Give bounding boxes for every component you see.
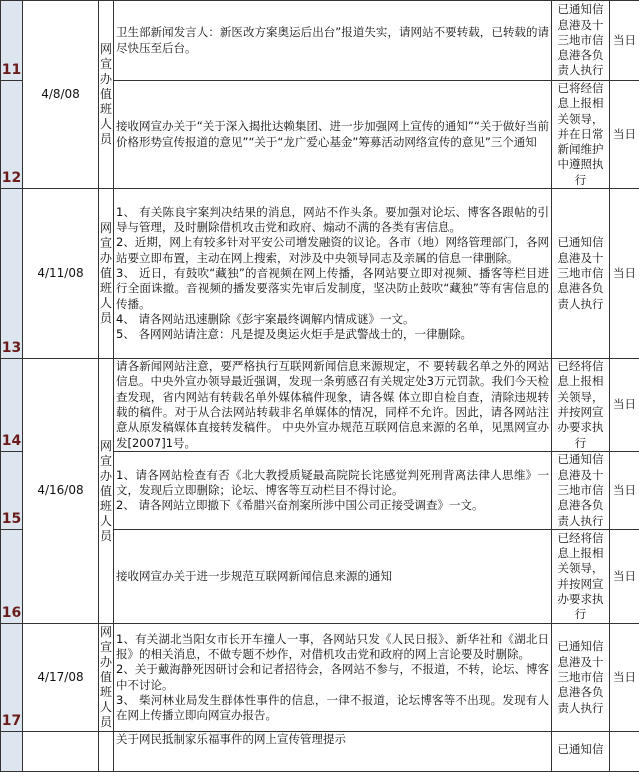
row-number: 12: [1, 81, 23, 189]
status-cell: [610, 732, 639, 772]
source-cell: 网宣办值班人员: [99, 189, 114, 359]
date-cell: 4/17/08: [23, 624, 99, 732]
content-cell: [114, 624, 552, 732]
action-cell: 已经将信息上报相关领导，并按网宣办要求执行: [552, 359, 610, 452]
content-line: 3、 柴河林业局发生群体性事件的信息，一律不报道，论坛博客等不出现。发现有人在网上传播立即向网宣办报告。: [116, 693, 549, 724]
content-line: 1、有关湖北当阳女市长开车撞人一事，各网站只发《人民日报》、新华社和《湖北日报》的相关消息，不做专题不炒作，对借机攻击党和政府的网上言论要及时删除。: [116, 632, 549, 663]
table-row: [1, 732, 639, 772]
action-cell: 已经将信息上报相关领导，并按网宣办要求执行: [552, 530, 610, 624]
source-cell: 网宣办值班人员: [99, 359, 114, 624]
content-line: 4、 请各网站迅速删除《彭宇案最终调解内情成谜》一文。: [116, 312, 549, 327]
content-line: 5、 各网网站请注意：凡是提及奥运火炬手是武警战士的，一律删除。: [116, 327, 549, 342]
row-number: 17: [1, 624, 23, 732]
status-cell: 当日: [610, 530, 639, 624]
action-cell: 已通知信: [552, 732, 610, 772]
action-cell: 已将经信息上报相关领导，并在日常新闻维护中遵照执行: [552, 81, 610, 189]
table-row: [1, 1, 639, 81]
source-cell: [99, 732, 114, 772]
content-line: 1、请各网站检查有否《北大教授质疑最高院院长诧感觉判死刑背离法律人思维》一文，发现后立即删除；论坛、博客等互动栏目不得讨论。: [116, 468, 549, 499]
date-cell: [23, 732, 99, 772]
status-cell: 当日: [610, 1, 639, 81]
date-cell: 4/8/08: [23, 1, 99, 189]
content-cell: [114, 189, 552, 359]
content-line: 关于网民抵制家乐福事件的网上宣传管理提示: [116, 732, 549, 747]
content-line: 1、 有关陈良宇案判决结果的消息，网站不作头条。要加强对论坛、博客各跟帖的引导与管理，及时删除借机攻击党和政府、煽动不满的各类有害信息。: [116, 205, 549, 236]
content-line: 请各新闻网站注意，要严格执行互联网新闻信息来源规定，不 要转载名单之外的网站信息。中央外宣办领导最近强调，发现一条剪感召有关规定处3万元罚款。我们今天检查发现，省内网站有转载名单外媒体稿件现象，请各媒 体立即自检自查，清除违规转载的稿件。对于从合法网站转载非名单媒体的情况，同样不允许。因此，请各网站注意从原发稿媒体直接转发稿件。 中央外宣办规范互联网信息来源的名单，见黑网宣办发[2007]1号。: [116, 359, 549, 451]
date-cell: 4/11/08: [23, 189, 99, 359]
status-cell: 当日: [610, 81, 639, 189]
content-line: 2、 请各网站立即撤下《希腊兴奋剂案所涉中国公司正接受调查》一文。: [116, 498, 549, 513]
row-number: 14: [1, 359, 23, 452]
action-cell: 已通知信息港及十三地市信息港各负责人执行: [552, 452, 610, 530]
row-number: 11: [1, 1, 23, 81]
content-cell: [114, 359, 552, 452]
content-cell: [114, 452, 552, 530]
action-cell: 已通知信息港及十三地市信息港各负责人执行: [552, 189, 610, 359]
content-cell: [114, 732, 552, 772]
table-row: [1, 189, 639, 359]
content-line: 接收网宣办关于进一步规范互联网新闻信息来源的通知: [116, 569, 549, 584]
row-number: 16: [1, 530, 23, 624]
table-row: [1, 624, 639, 732]
table-row: [1, 359, 639, 452]
content-line: 卫生部新闻发言人：新医改方案奥运后出台”报道失实，请网站不要转载，已转载的请尽快压至后台。: [116, 25, 549, 56]
row-number: 15: [1, 452, 23, 530]
status-cell: 当日: [610, 624, 639, 732]
date-cell: 4/16/08: [23, 359, 99, 624]
action-cell: 已通知信息港及十三地市信息港各负责人执行: [552, 1, 610, 81]
content-line: 3、 近日，有鼓吹“藏独”的音视频在网上传播，各网站要立即对视频、播客等栏目进行全面诛撤。音视频的播发要落实先审后发制度，坚决防止鼓吹“藏独”等有害信息的传播。: [116, 266, 549, 312]
content-cell: [114, 81, 552, 189]
content-line: 2、近期，网上有较多针对平安公司增发融资的议论。各市（地）网络管理部门，各网站要立即布置，主动在网上搜索，对涉及中央领导同志及亲属的信息一律删除。: [116, 235, 549, 266]
action-cell: 已通知信息港及十三地市信息港各负责人执行: [552, 624, 610, 732]
content-line: 接收网宣办关于“关于深入揭批达赖集团、进一步加强网上宣传的通知”“关于做好当前价格形势宣传报道的意见”“关于“龙广爱心基金”筹募活动网络宣传的意见”三个通知: [116, 119, 549, 150]
status-cell: 当日: [610, 452, 639, 530]
content-line: 2、关于戴海静死因研讨会和记者招待会，各网站不参与，不报道，不转，论坛、博客中不讨论。: [116, 662, 549, 693]
source-cell: 网宣办值班人员: [99, 624, 114, 732]
row-number: 13: [1, 189, 23, 359]
source-cell: 网宣办值班人员: [99, 1, 114, 189]
content-cell: [114, 530, 552, 624]
content-cell: [114, 1, 552, 81]
status-cell: 当日: [610, 189, 639, 359]
status-cell: 当日: [610, 359, 639, 452]
row-number: [1, 732, 23, 772]
